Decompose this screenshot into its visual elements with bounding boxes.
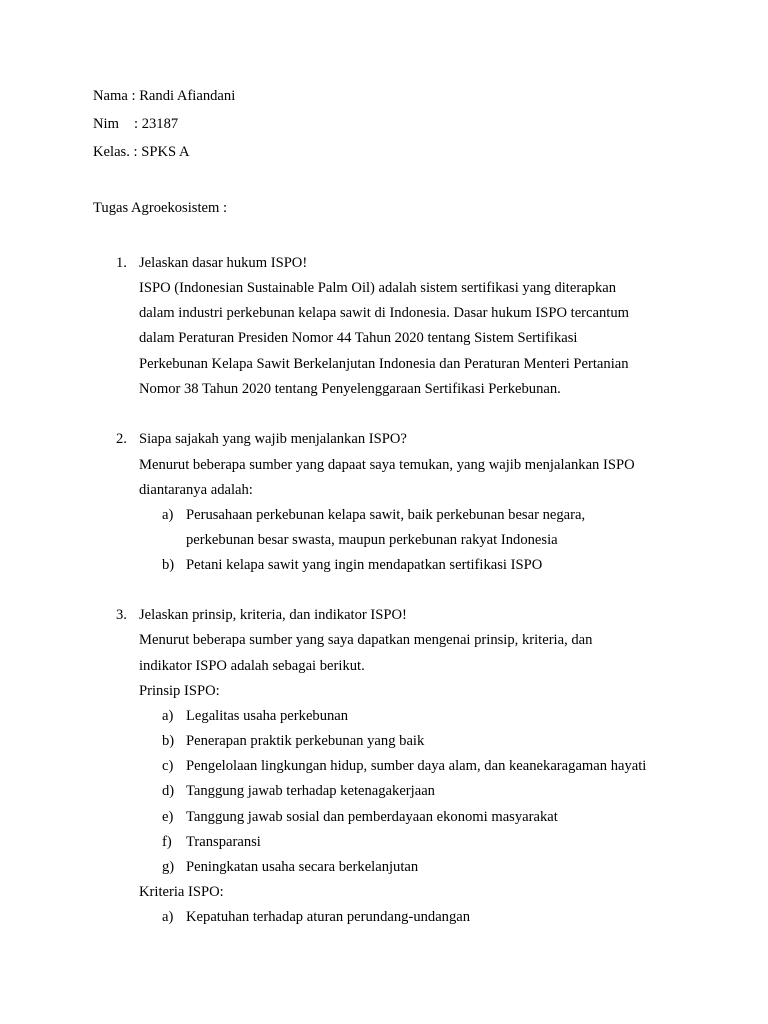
question-3-number: 3. bbox=[116, 607, 127, 623]
list-item: Peningkatan usaha secara berkelanjutan bbox=[186, 859, 419, 875]
list-item: Transparansi bbox=[186, 834, 261, 850]
list-item: Petani kelapa sawit yang ingin mendapatkan sertifikasi ISPO bbox=[186, 557, 543, 573]
list-item: perkebunan besar swasta, maupun perkebunan rakyat Indonesia bbox=[186, 532, 558, 548]
answer-3-intro-line: Menurut beberapa sumber yang saya dapatkan mengenai prinsip, kriteria, dan bbox=[139, 632, 593, 648]
list-item: Legalitas usaha perkebunan bbox=[186, 708, 349, 724]
student-nim-label: Nim bbox=[93, 116, 119, 132]
list-item-marker: g) bbox=[162, 859, 175, 875]
student-nim-value: : 23187 bbox=[134, 116, 179, 132]
student-class: Kelas. : SPKS A bbox=[93, 144, 190, 160]
list-item: Penerapan praktik perkebunan yang baik bbox=[186, 733, 425, 749]
answer-1-line: Nomor 38 Tahun 2020 tentang Penyelenggaraan Sertifikasi Perkebunan. bbox=[139, 381, 561, 397]
list-item-marker: b) bbox=[162, 733, 175, 749]
list-item: Perusahaan perkebunan kelapa sawit, baik perkebunan besar negara, bbox=[186, 507, 586, 523]
answer-2-intro-line: diantaranya adalah: bbox=[139, 482, 253, 498]
assignment-title: Tugas Agroekosistem : bbox=[93, 200, 228, 216]
kriteria-heading: Kriteria ISPO: bbox=[139, 884, 224, 900]
list-item: Pengelolaan lingkungan hidup, sumber daya alam, dan keanekaragaman hayati bbox=[186, 758, 647, 774]
list-item: Tanggung jawab sosial dan pemberdayaan ekonomi masyarakat bbox=[186, 809, 558, 825]
list-item-marker: b) bbox=[162, 557, 175, 573]
list-item-marker: a) bbox=[162, 909, 174, 925]
student-name: Nama : Randi Afiandani bbox=[93, 88, 236, 104]
answer-1-line: Perkebunan Kelapa Sawit Berkelanjutan Indonesia dan Peraturan Menteri Pertanian bbox=[139, 356, 629, 372]
answer-2-intro-line: Menurut beberapa sumber yang dapaat saya temukan, yang wajib menjalankan ISPO bbox=[139, 457, 635, 473]
answer-1-line: dalam Peraturan Presiden Nomor 44 Tahun 2020 tentang Sistem Sertifikasi bbox=[139, 330, 578, 346]
list-item: Kepatuhan terhadap aturan perundang-undangan bbox=[186, 909, 471, 925]
list-item-marker: e) bbox=[162, 809, 174, 825]
list-item-marker: f) bbox=[162, 834, 172, 850]
question-1-number: 1. bbox=[116, 255, 127, 271]
question-2-number: 2. bbox=[116, 431, 127, 447]
question-1-text: Jelaskan dasar hukum ISPO! bbox=[139, 255, 308, 271]
list-item-marker: a) bbox=[162, 507, 174, 523]
answer-1-line: ISPO (Indonesian Sustainable Palm Oil) adalah sistem sertifikasi yang diterapkan bbox=[139, 280, 617, 296]
list-item: Tanggung jawab terhadap ketenagakerjaan bbox=[186, 783, 435, 799]
answer-1-line: dalam industri perkebunan kelapa sawit di Indonesia. Dasar hukum ISPO tercantum bbox=[139, 305, 629, 321]
list-item-marker: c) bbox=[162, 758, 174, 774]
prinsip-heading: Prinsip ISPO: bbox=[139, 683, 220, 699]
question-2-text: Siapa sajakah yang wajib menjalankan ISPO? bbox=[139, 431, 407, 447]
answer-3-intro-line: indikator ISPO adalah sebagai berikut. bbox=[139, 658, 365, 674]
question-3-text: Jelaskan prinsip, kriteria, dan indikator ISPO! bbox=[139, 607, 407, 623]
list-item-marker: a) bbox=[162, 708, 174, 724]
list-item-marker: d) bbox=[162, 783, 175, 799]
